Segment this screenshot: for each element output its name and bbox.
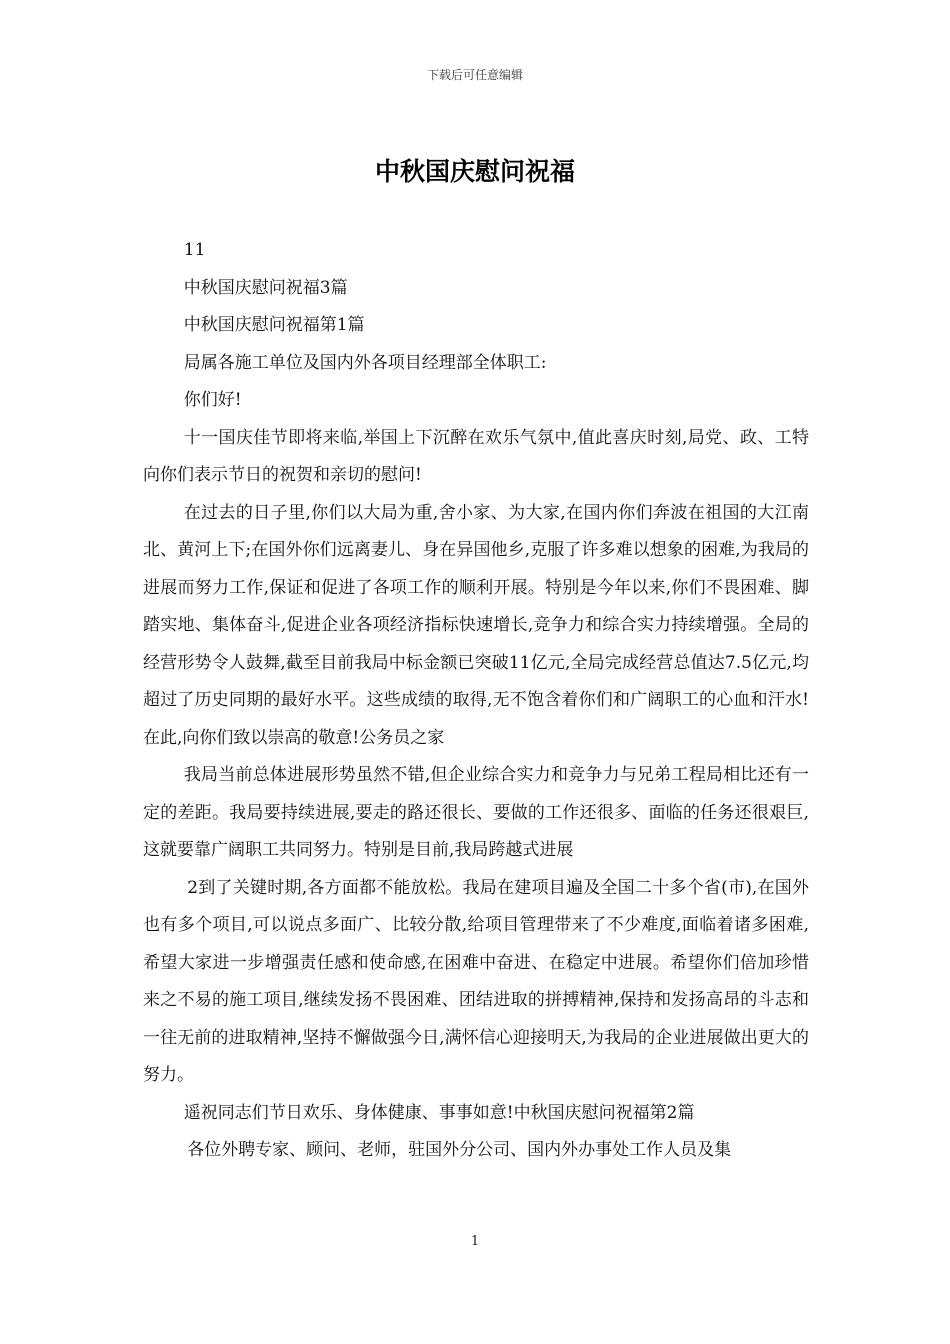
paragraph: 中秋国庆慰问祝福第1篇 xyxy=(183,315,365,335)
paragraph: 十一国庆佳节即将来临,举国上下沉醉在欢乐气氛中,值此喜庆时刻,局党、政、工特向你们表示节日的祝贺和亲切的慰问! xyxy=(143,427,809,485)
document-title: 中秋国庆慰问祝福 xyxy=(374,157,575,186)
paragraph: 局属各施工单位及国内外各项目经理部全体职工: xyxy=(183,352,547,373)
document-body xyxy=(143,232,809,1170)
paragraph: 中秋国庆慰问祝福3篇 xyxy=(183,277,348,298)
paragraph: 2到了关键时期,各方面都不能放松。我局在建项目遍及全国二十多个省(市),在国外也有多个项目,可以说点多面广、比较分散,给项目管理带来了不少难度,面临着诸多困难,希望大家进一步增强责任感和使命感,在困难中奋进、在稳定中进展。希望你们倍加珍惜来之不易的施工项目,继续发扬不畏困难、团结进取的拼搏精神,保持和发扬高昂的斗志和一往无前的进取精神,坚持不懈做强今日,满怀信心迎接明天,为我局的企业进展做出更大的努力。 xyxy=(143,877,809,1085)
header-note: 下载后可任意编辑 xyxy=(426,68,523,82)
paragraph: 各位外聘专家、顾问、老师，驻国外分公司、国内外办事处工作人员及集 xyxy=(187,1140,732,1160)
paragraph: 在过去的日子里,你们以大局为重,舍小家、为大家,在国内你们奔波在祖国的大江南北、黄河上下;在国外你们远离妻儿、身在异国他乡,克服了许多难以想象的困难,为我局的进展而努力工作,保证和促进了各项工作的顺利开展。特别是今年以来,你们不畏困难、脚踏实地、集体奋斗,促进企业各项经济指标快速增长,竞争力和综合实力持续增强。全局的经营形势令人鼓舞,截至目前我局中标金额已突破11亿元,全局完成经营总值达7.5亿元,均超过了历史同期的最好水平。这些成绩的取得,无不饱含着你们和广阔职工的心血和汗水!在此,向你们致以崇高的敬意!公务员之家 xyxy=(143,502,809,748)
paragraph: 你们好! xyxy=(183,390,242,410)
paragraph: 11 xyxy=(183,240,206,260)
paragraph: 我局当前总体进展形势虽然不错,但企业综合实力和竞争力与兄弟工程局相比还有一定的差距。我局要持续进展,要走的路还很长、要做的工作还很多、面临的任务还很艰巨,这就要靠广阔职工共同努力。特别是目前,我局跨越式进展 xyxy=(143,765,809,860)
paragraph: 遥祝同志们节日欢乐、身体健康、事事如意!中秋国庆慰问祝福第2篇 xyxy=(183,1102,695,1123)
page-number: 1 xyxy=(470,1234,480,1249)
